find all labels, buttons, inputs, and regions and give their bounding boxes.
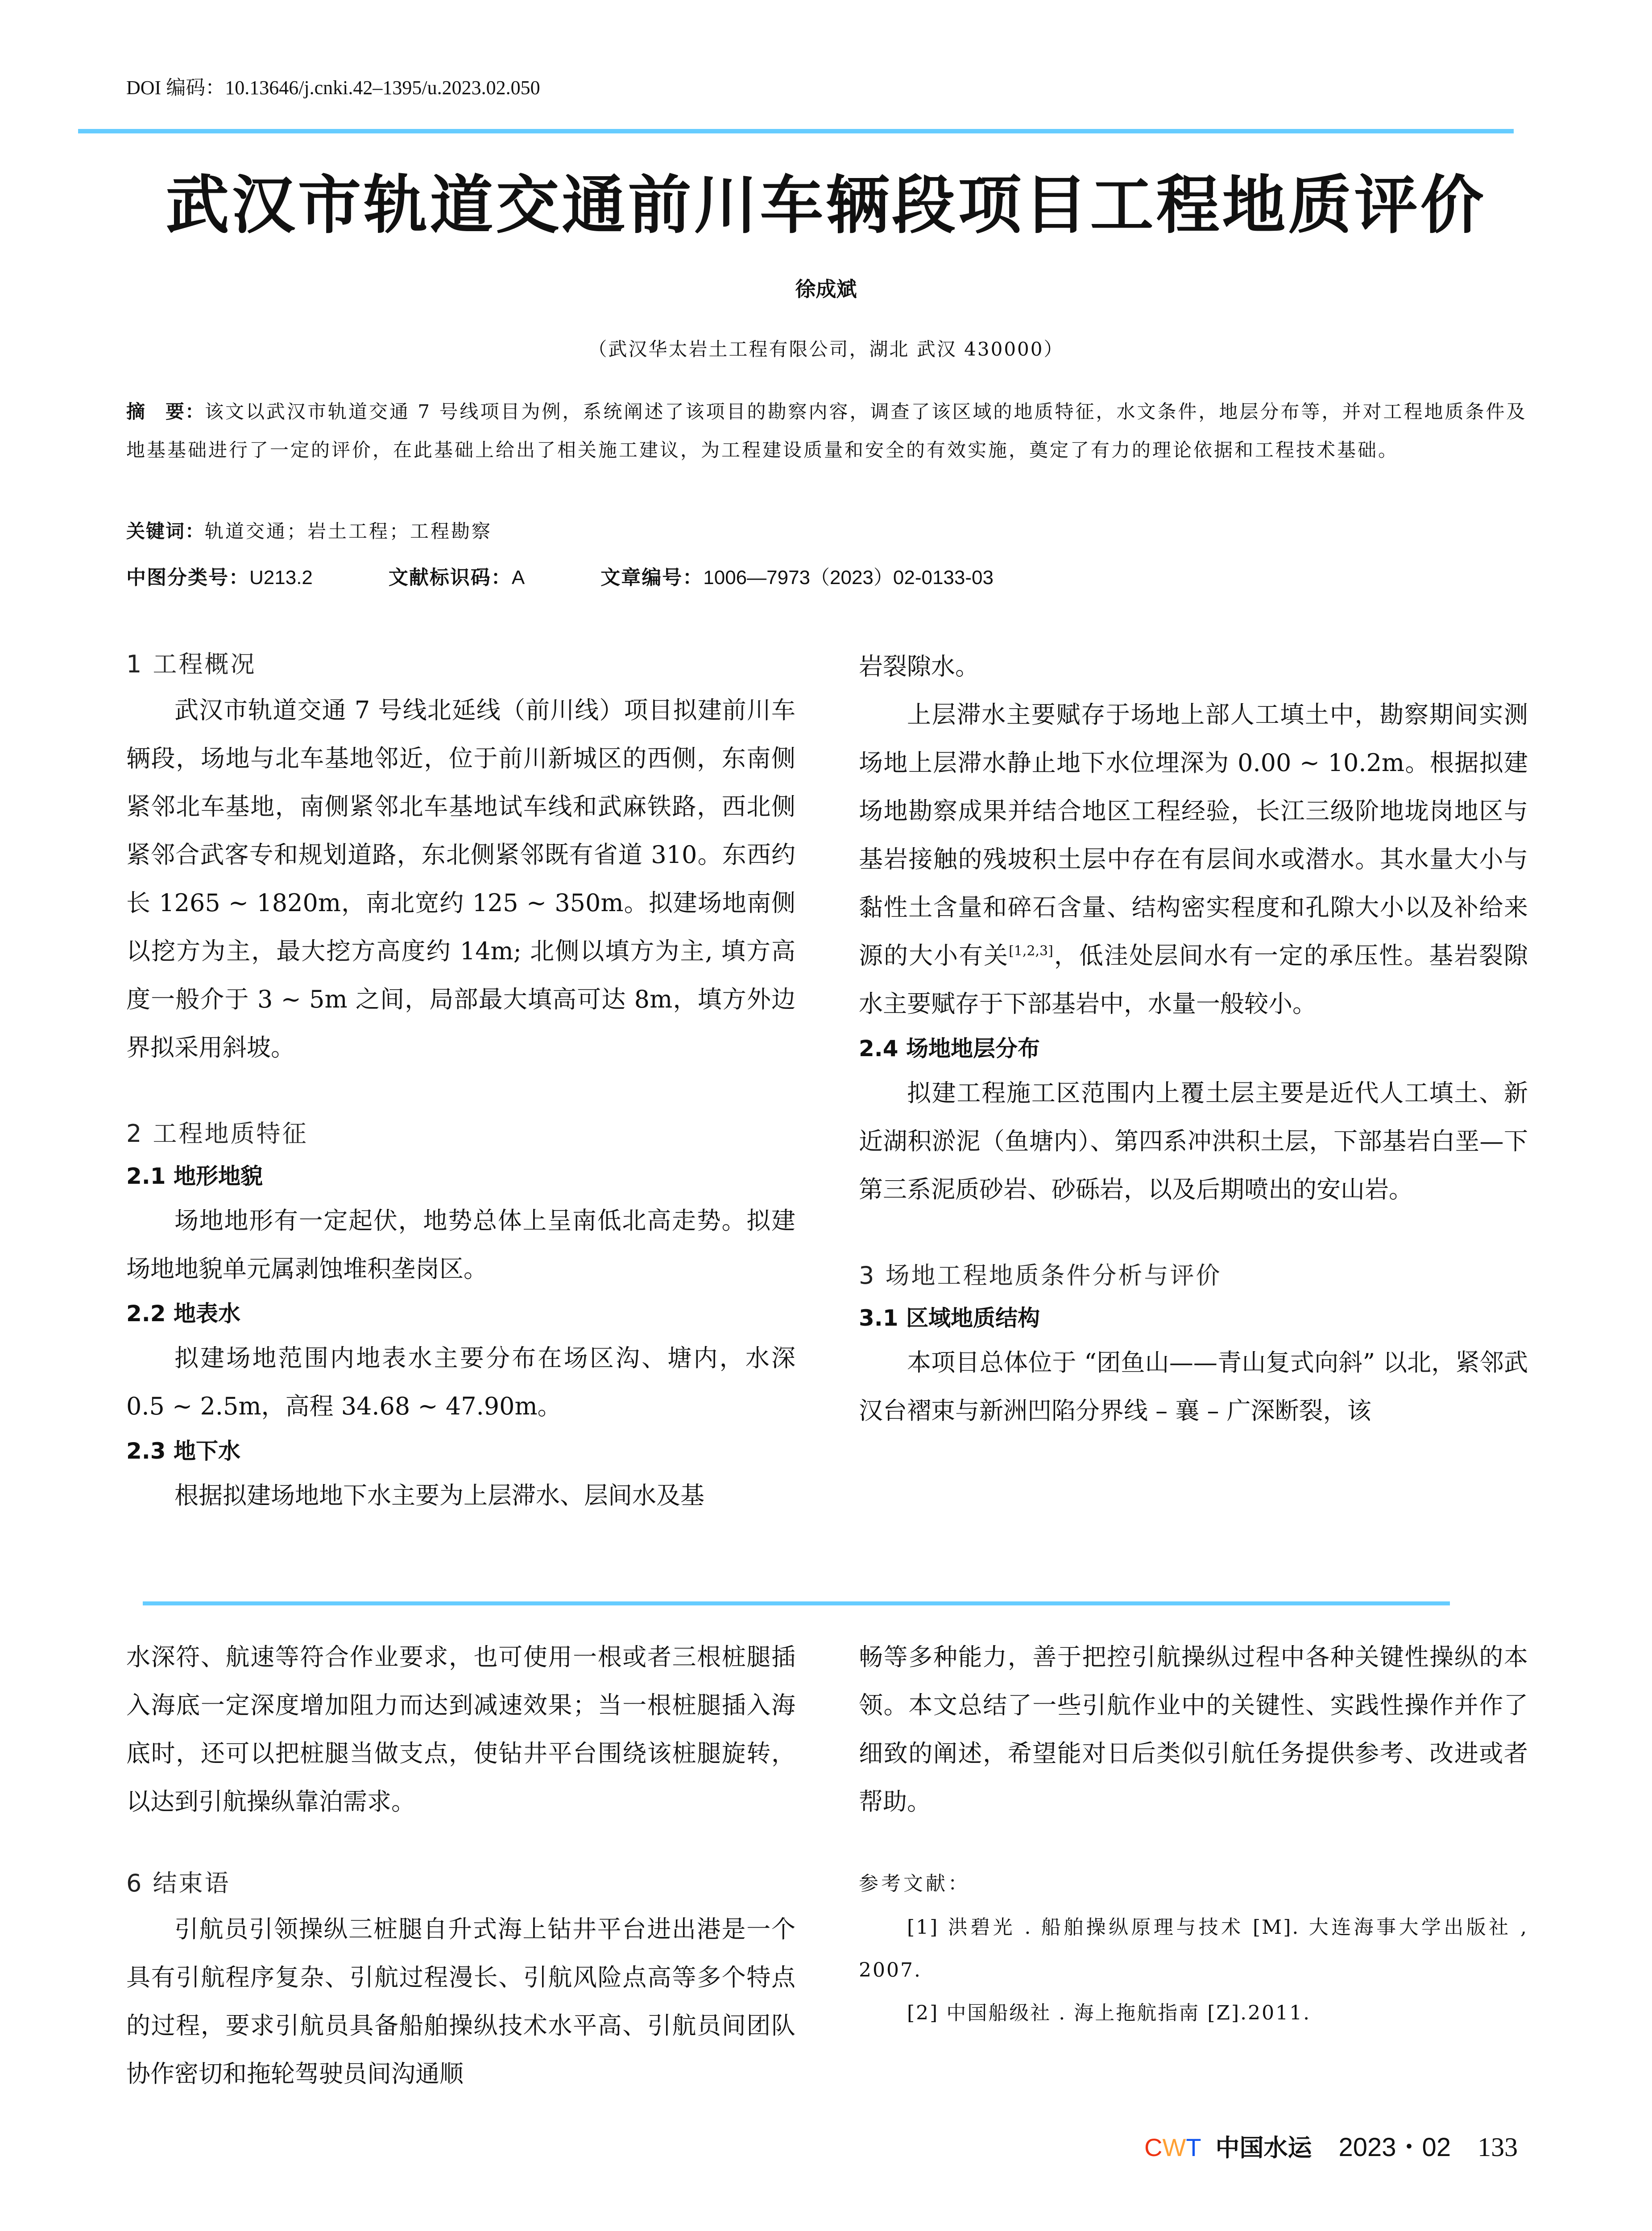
- middle-divider: [143, 1601, 1450, 1605]
- journal-name: 中国水运: [1215, 2133, 1312, 2162]
- section-2-heading: 2 工程地质特征: [126, 1120, 308, 1148]
- logo-t: T: [1186, 2133, 1201, 2161]
- section-2-3-heading: 2.3 地下水: [126, 1438, 240, 1464]
- section-2-2-heading: 2.2 地表水: [126, 1301, 240, 1327]
- author-name: 徐成斌: [795, 277, 857, 301]
- keywords-label: 关键词：: [126, 520, 205, 542]
- upper-left-column: [126, 643, 795, 1520]
- abstract: [126, 393, 1527, 469]
- page-footer: [1144, 2126, 1518, 2164]
- doc-code-value: A: [511, 567, 525, 589]
- section-3-1-paragraph: 本项目总体位于 “团鱼山——青山复式向斜” 以北，紧邻武汉台褶束与新洲凹陷分界线 – 襄 – 广深断裂，该: [859, 1348, 1528, 1425]
- issue-number: 2023・02: [1338, 2133, 1451, 2162]
- section-2-3-paragraph-start: 根据拟建场地地下水主要为上层滞水、层间水及基: [174, 1481, 704, 1509]
- author-affiliation: （武汉华太岩土工程有限公司，湖北 武汉 430000）: [588, 338, 1064, 360]
- page-number: 133: [1478, 2132, 1518, 2162]
- article-number: [600, 561, 994, 590]
- keywords-text: 轨道交通；岩土工程；工程勘察: [205, 520, 493, 542]
- groundwater-text-end: ，低洼处层间水有一定的承压性。基岩裂隙水主要赋存于下部基岩中，水量一般较小。: [859, 941, 1528, 1018]
- section-2-3-paragraph-end: 岩裂隙水。: [859, 652, 979, 680]
- section-1-heading: 1 工程概况: [126, 650, 257, 678]
- groundwater-text: 上层滞水主要赋存于场地上部人工填土中，勘察期间实测场地上层滞水静止地下水位埋深为 0.00 ~ 10.2m。根据拟建场地勘察成果并结合地区工程经验，长江三级阶地垅岗地区与基岩接触的残坡积土层中存在有层间水或潜水。其水量大小与黏性土含量和碎石含量、结构密实程度和孔隙大小以及补给来源的大小有关: [859, 701, 1528, 970]
- top-divider: [78, 129, 1514, 133]
- logo-c: C: [1144, 2133, 1163, 2161]
- section-2-1-heading: 2.1 地形地貌: [126, 1163, 263, 1189]
- conclusion-paragraph: 引航员引领操纵三桩腿自升式海上钻井平台进出港是一个具有引航程序复杂、引航过程漫长、引航风险点高等多个特点的过程，要求引航员具备船舶操纵技术水平高、引航员间团队协作密切和拖轮驾驶员间沟通顺: [126, 1915, 795, 2088]
- keywords: [126, 517, 492, 543]
- section-2-1-paragraph: 场地地形有一定起伏，地势总体上呈南低北高走势。拟建场地地貌单元属剥蚀堆积垄岗区。: [126, 1207, 795, 1283]
- doi-line: DOI 编码：10.13646/j.cnki.42–1395/u.2023.02.050: [126, 77, 540, 99]
- previous-article-paragraph: 水深符、航速等符合作业要求，也可使用一根或者三根桩腿插入海底一定深度增加阻力而达到减速效果；当一根桩腿插入海底时，还可以把桩腿当做支点，使钻井平台围绕该桩腿旋转，以达到引航操纵靠泊需求。: [126, 1643, 795, 1816]
- document-code: [389, 561, 525, 590]
- section-3-1-heading: 3.1 区域地质结构: [859, 1305, 1040, 1331]
- section-3-heading: 3 场地工程地质条件分析与评价: [859, 1261, 1222, 1290]
- logo-w: W: [1162, 2133, 1186, 2161]
- abstract-label: 摘 要：: [126, 401, 205, 423]
- clc-label: 中图分类号：: [126, 566, 249, 589]
- conclusion-paragraph-continued: 畅等多种能力，善于把控引航操纵过程中各种关键性操纵的本领。本文总结了一些引航作业中的关键性、实践性操作并作了细致的阐述，希望能对日后类似引航任务提供参考、改进或者帮助。: [859, 1643, 1528, 1816]
- section-1-paragraph: 武汉市轨道交通 7 号线北延线（前川线）项目拟建前川车辆段，场地与北车基地邻近，位于前川新城区的西侧，东南侧紧邻北车基地，南侧紧邻北车基地试车线和武麻铁路，西北侧紧邻合武客专和规划道路，东北侧紧邻既有省道 310。东西约长 1265 ~ 1820m，南北宽约 125 ~ 350m。拟建场地南侧以挖方为主，最大挖方高度约 14m; 北侧以填方为主, 填方高度一般介于 3 ~ 5m 之间，局部最大填高可达 8m，填方外边界拟采用斜坡。: [126, 696, 795, 1062]
- cwt-logo: [1144, 2133, 1201, 2162]
- reference-item: [1] 洪碧光 . 船舶操纵原理与技术 [M]. 大连海事大学出版社 , 2007.: [859, 1916, 1528, 1982]
- article-meta: [126, 561, 1069, 590]
- abstract-text: 该文以武汉市轨道交通 7 号线项目为例，系统阐述了该项目的勘察内容，调查了该区域的地质特征，水文条件，地层分布等，并对工程地质条件及地基基础进行了一定的评价，在此基础上给出了相关施工建议，为工程建设质量和安全的有效实施，奠定了有力的理论依据和工程技术基础。: [126, 401, 1527, 461]
- lower-right-column: [859, 1633, 1528, 2035]
- references-heading: 参考文献：: [859, 1872, 970, 1895]
- section-2-4-heading: 2.4 场地地层分布: [859, 1036, 1040, 1062]
- section-2-4-paragraph: 拟建工程施工区范围内上覆土层主要是近代人工填土、新近湖积淤泥（鱼塘内）、第四系冲洪积土层，下部基岩白垩—下第三系泥质砂岩、砂砾岩，以及后期喷出的安山岩。: [859, 1079, 1528, 1203]
- section-2-3-paragraph-2: [859, 691, 1528, 1028]
- article-title: 武汉市轨道交通前川车辆段项目工程地质评价: [166, 168, 1486, 242]
- citation: [1,2,3]: [1009, 943, 1053, 959]
- article-number-value: 1006—7973（2023）02-0133-03: [703, 567, 994, 589]
- reference-item: [2] 中国船级社 . 海上拖航指南 [Z].2011.: [907, 2002, 1311, 2024]
- doc-code-label: 文献标识码：: [388, 566, 512, 589]
- section-2-2-paragraph: 拟建场地范围内地表水主要分布在场区沟、塘内，水深 0.5 ~ 2.5m，高程 34.68 ~ 47.90m。: [126, 1344, 795, 1420]
- article-number-label: 文章编号：: [600, 566, 704, 589]
- clc-value: U213.2: [249, 567, 313, 589]
- section-6-heading: 6 结束语: [126, 1869, 231, 1897]
- clc-number: [126, 561, 313, 590]
- lower-left-column: [126, 1633, 795, 2098]
- upper-right-column: [859, 643, 1528, 1435]
